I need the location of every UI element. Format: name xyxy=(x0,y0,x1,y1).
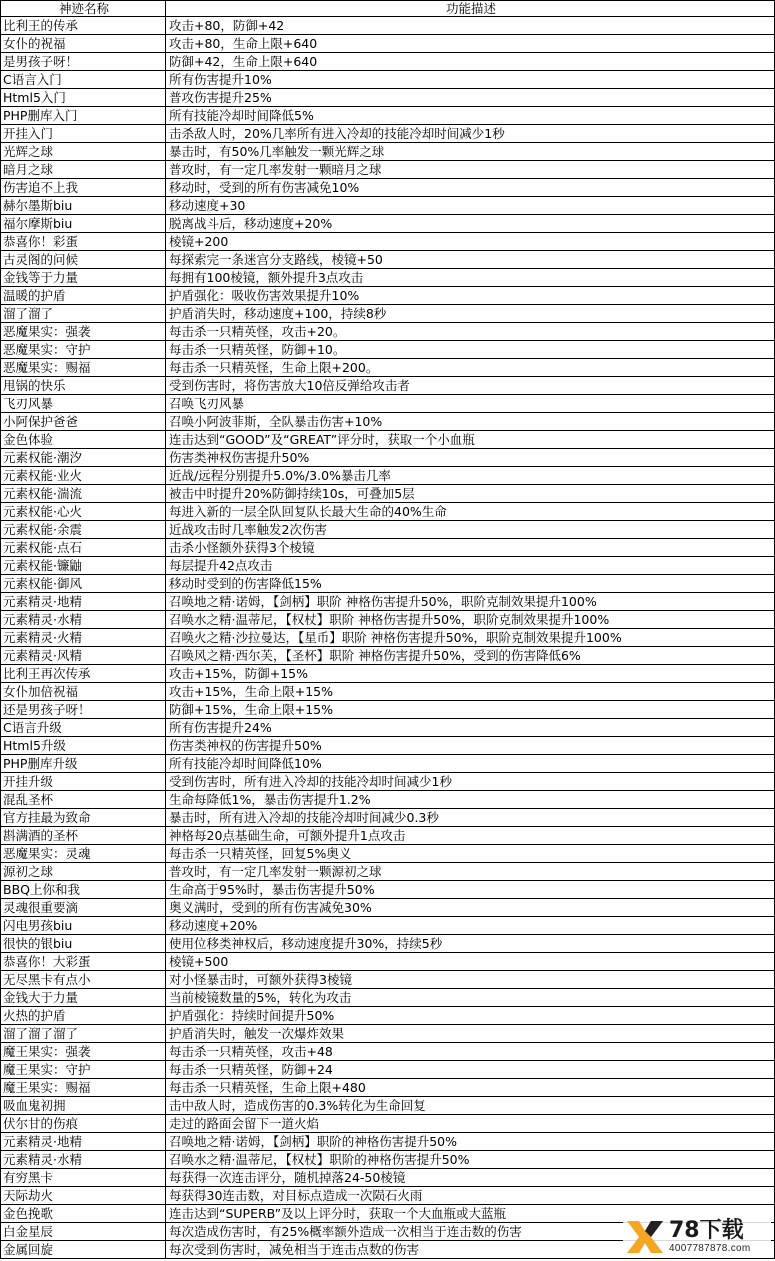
table-row xyxy=(1,1169,775,1187)
relic-name: 魔王果实：强袭 xyxy=(1,1043,166,1061)
relic-description: 棱镜+200 xyxy=(166,233,775,251)
table-row xyxy=(1,179,775,197)
relic-description: 护盾消失时，移动速度+100，持续8秒 xyxy=(166,305,775,323)
relic-description: 所有伤害提升10% xyxy=(166,71,775,89)
table-row xyxy=(1,485,775,503)
table-row xyxy=(1,611,775,629)
relic-description: 连击达到“GOOD”及“GREAT”评分时，获取一个小血瓶 xyxy=(166,431,775,449)
table-row xyxy=(1,395,775,413)
relic-description: 对小怪暴击时，可额外获得3棱镜 xyxy=(166,971,775,989)
table-row xyxy=(1,557,775,575)
relic-name: 元素权能·余震 xyxy=(1,521,166,539)
relic-name: 古灵阁的问候 xyxy=(1,251,166,269)
relic-name: 天际劫火 xyxy=(1,1187,166,1205)
table-row xyxy=(1,53,775,71)
table-row xyxy=(1,755,775,773)
relic-description: 移动速度+20% xyxy=(166,917,775,935)
relic-name: 温暖的护盾 xyxy=(1,287,166,305)
relic-name: 恶魔果实：赐福 xyxy=(1,359,166,377)
relic-name: 伏尔甘的伤痕 xyxy=(1,1115,166,1133)
relic-name: PHP删库入门 xyxy=(1,107,166,125)
table-row xyxy=(1,413,775,431)
relic-name: 有穷黑卡 xyxy=(1,1169,166,1187)
relic-description: 近战/远程分别提升5.0%/3.0%暴击几率 xyxy=(166,467,775,485)
table-row xyxy=(1,197,775,215)
relic-name: 女仆的祝福 xyxy=(1,35,166,53)
relic-description: 生命每降低1%，暴击伤害提升1.2% xyxy=(166,791,775,809)
table-row xyxy=(1,89,775,107)
relic-name: 元素权能·镰鼬 xyxy=(1,557,166,575)
table-row xyxy=(1,593,775,611)
relic-name: Html5升级 xyxy=(1,737,166,755)
table-row xyxy=(1,1133,775,1151)
relic-description: 攻击+80，防御+42 xyxy=(166,17,775,35)
table-row xyxy=(1,521,775,539)
table-row xyxy=(1,449,775,467)
table-row xyxy=(1,107,775,125)
relic-description: 攻击+15%，防御+15% xyxy=(166,665,775,683)
table-row xyxy=(1,863,775,881)
relic-description: 每拥有100棱镜，额外提升3点攻击 xyxy=(166,269,775,287)
relic-description: 召唤火之精·沙拉曼达，【星币】职阶 神格伤害提升50%，职阶克制效果提升100% xyxy=(166,629,775,647)
relic-name: 元素精灵·水精 xyxy=(1,1151,166,1169)
relic-description: 攻击+80，生命上限+640 xyxy=(166,35,775,53)
relic-description: 每击杀一只精英怪，攻击+48 xyxy=(166,1043,775,1061)
relic-name: 恶魔果实：灵魂 xyxy=(1,845,166,863)
relic-name: 开挂升级 xyxy=(1,773,166,791)
relic-name: 赫尔墨斯biu xyxy=(1,197,166,215)
table-row xyxy=(1,665,775,683)
relic-name: 斟满酒的圣杯 xyxy=(1,827,166,845)
table-row xyxy=(1,125,775,143)
table-row xyxy=(1,467,775,485)
table-row xyxy=(1,359,775,377)
relic-name: Html5入门 xyxy=(1,89,166,107)
relic-name: 魔王果实：赐福 xyxy=(1,1079,166,1097)
table-row xyxy=(1,845,775,863)
table-row xyxy=(1,773,775,791)
relic-description: 护盾强化：持续时间提升50% xyxy=(166,1007,775,1025)
table-row xyxy=(1,377,775,395)
relic-name: 金属回旋 xyxy=(1,1241,166,1259)
relic-description: 每击杀一只精英怪，生命上限+200。 xyxy=(166,359,775,377)
x-logo-icon xyxy=(625,1219,665,1255)
table-row xyxy=(1,647,775,665)
table-row xyxy=(1,143,775,161)
relic-description: 召唤飞刃风暴 xyxy=(166,395,775,413)
relic-description: 每次受到伤害时，减免相当于连击点数的伤害 xyxy=(166,1241,775,1259)
relic-description: 移动时受到的伤害降低15% xyxy=(166,575,775,593)
table-row xyxy=(1,341,775,359)
relic-description: 每击杀一只精英怪，攻击+20。 xyxy=(166,323,775,341)
table-row xyxy=(1,161,775,179)
relic-name: 金钱等于力量 xyxy=(1,269,166,287)
table-row xyxy=(1,701,775,719)
relic-description: 所有技能冷却时间降低10% xyxy=(166,755,775,773)
relic-description: 奥义满时，受到的所有伤害减免30% xyxy=(166,899,775,917)
relic-description: 每获得30连击数，对目标点造成一次陨石火雨 xyxy=(166,1187,775,1205)
relic-name: 还是男孩子呀！ xyxy=(1,701,166,719)
relic-name: 元素权能·心火 xyxy=(1,503,166,521)
relic-name: 金钱大于力量 xyxy=(1,989,166,1007)
table-row xyxy=(1,35,775,53)
watermark-phone: 4007787878.com xyxy=(669,1243,751,1254)
table-row xyxy=(1,1115,775,1133)
table-row xyxy=(1,809,775,827)
table-row xyxy=(1,1097,775,1115)
relic-name: 开挂入门 xyxy=(1,125,166,143)
relic-name: 魔王果实：守护 xyxy=(1,1061,166,1079)
relic-description: 暴击时，所有进入冷却的技能冷却时间减少0.3秒 xyxy=(166,809,775,827)
relic-description: 召唤水之精·温蒂尼，【权杖】职阶 神格伤害提升50%，职阶克制效果提升100% xyxy=(166,611,775,629)
relic-name: 元素精灵·地精 xyxy=(1,1133,166,1151)
relic-description: 走过的路面会留下一道火焰 xyxy=(166,1115,775,1133)
relic-name: 飞刃风暴 xyxy=(1,395,166,413)
relic-name: 元素精灵·地精 xyxy=(1,593,166,611)
relic-name: 金色挽歌 xyxy=(1,1205,166,1223)
relic-description: 连击达到“SUPERB”及以上评分时，获取一个大血瓶或大蓝瓶 xyxy=(166,1205,775,1223)
relic-description: 击杀敌人时，20%几率所有进入冷却的技能冷却时间减少1秒 xyxy=(166,125,775,143)
relic-name: 是男孩子呀！ xyxy=(1,53,166,71)
relic-description: 移动时，受到的所有伤害减免10% xyxy=(166,179,775,197)
relic-name: 小阿保护爸爸 xyxy=(1,413,166,431)
relic-name: 闪电男孩biu xyxy=(1,917,166,935)
relic-description: 移动速度+30 xyxy=(166,197,775,215)
relic-name: 比利王的传承 xyxy=(1,17,166,35)
relic-description: 召唤地之精·诺姆，【剑柄】职阶的神格伤害提升50% xyxy=(166,1133,775,1151)
table-row xyxy=(1,791,775,809)
relic-name: 暗月之球 xyxy=(1,161,166,179)
table-row xyxy=(1,17,775,35)
table-row xyxy=(1,1043,775,1061)
table-row xyxy=(1,215,775,233)
relic-description: 击杀小怪额外获得3个棱镜 xyxy=(166,539,775,557)
table-row xyxy=(1,503,775,521)
table-row xyxy=(1,1061,775,1079)
table-row xyxy=(1,629,775,647)
relic-name: 恭喜你！大彩蛋 xyxy=(1,953,166,971)
relic-description: 召唤小阿波菲斯，全队暴击伤害+10% xyxy=(166,413,775,431)
table-row xyxy=(1,989,775,1007)
table-row xyxy=(1,269,775,287)
relic-description: 每探索完一条迷宫分支路线，棱镜+50 xyxy=(166,251,775,269)
table-row xyxy=(1,1187,775,1205)
table-row xyxy=(1,935,775,953)
relic-description: 防御+42，生命上限+640 xyxy=(166,53,775,71)
table-row xyxy=(1,971,775,989)
relic-name: 甩锅的快乐 xyxy=(1,377,166,395)
relic-name: 恶魔果实：强袭 xyxy=(1,323,166,341)
relic-description: 每击杀一只精英怪，生命上限+480 xyxy=(166,1079,775,1097)
relic-description: 伤害类神权伤害提升50% xyxy=(166,449,775,467)
table-row xyxy=(1,1007,775,1025)
relic-name: 伤害追不上我 xyxy=(1,179,166,197)
relic-description: 每获得一次连击评分，随机掉落24-50棱镜 xyxy=(166,1169,775,1187)
relic-description: 受到伤害时，将伤害放大10倍反弹给攻击者 xyxy=(166,377,775,395)
table-row xyxy=(1,431,775,449)
relic-description: 每层提升42点攻击 xyxy=(166,557,775,575)
relic-description: 普攻伤害提升25% xyxy=(166,89,775,107)
relic-name: 源初之球 xyxy=(1,863,166,881)
relic-name: 吸血鬼初拥 xyxy=(1,1097,166,1115)
table-row xyxy=(1,539,775,557)
relic-name: 元素精灵·水精 xyxy=(1,611,166,629)
relic-description: 伤害类神权的伤害提升50% xyxy=(166,737,775,755)
relic-description: 每次造成伤害时，有25%概率额外造成一次相当于连击数的伤害 xyxy=(166,1223,775,1241)
relic-description: 护盾消失时，触发一次爆炸效果 xyxy=(166,1025,775,1043)
relic-description: 被击中时提升20%防御持续10s，可叠加5层 xyxy=(166,485,775,503)
relic-description: 每进入新的一层全队回复队长最大生命的40%生命 xyxy=(166,503,775,521)
watermark-brand: 78下载 xyxy=(669,1218,744,1243)
relic-name: 溜了溜了溜了 xyxy=(1,1025,166,1043)
relic-name: 白金星辰 xyxy=(1,1223,166,1241)
relic-description: 防御+15%，生命上限+15% xyxy=(166,701,775,719)
table-row xyxy=(1,1025,775,1043)
relic-name: C语言升级 xyxy=(1,719,166,737)
relic-description: 棱镜+500 xyxy=(166,953,775,971)
header-name: 神迹名称 xyxy=(1,1,166,17)
table-row xyxy=(1,71,775,89)
relic-description: 受到伤害时，所有进入冷却的技能冷却时间减少1秒 xyxy=(166,773,775,791)
table-row xyxy=(1,1079,775,1097)
relic-name: 混乱圣杯 xyxy=(1,791,166,809)
relic-name: 元素权能·湍流 xyxy=(1,485,166,503)
table-row xyxy=(1,305,775,323)
table-row xyxy=(1,1151,775,1169)
header-desc: 功能描述 xyxy=(166,1,775,17)
table-row xyxy=(1,881,775,899)
relic-name: 元素权能·御风 xyxy=(1,575,166,593)
relic-description: 击中敌人时，造成伤害的0.3%转化为生命回复 xyxy=(166,1097,775,1115)
table-row xyxy=(1,251,775,269)
table-row xyxy=(1,719,775,737)
relic-name: 女仆加倍祝福 xyxy=(1,683,166,701)
relic-name: 福尔摩斯biu xyxy=(1,215,166,233)
relic-description: 召唤水之精·温蒂尼，【权杖】职阶的神格伤害提升50% xyxy=(166,1151,775,1169)
relic-name: 元素权能·业火 xyxy=(1,467,166,485)
relic-name: 官方挂最为致命 xyxy=(1,809,166,827)
relic-description: 当前棱镜数量的5%，转化为攻击 xyxy=(166,989,775,1007)
relic-name: 恶魔果实：守护 xyxy=(1,341,166,359)
relic-description: 普攻时，有一定几率发射一颗源初之球 xyxy=(166,863,775,881)
relic-name: 灵魂很重要滴 xyxy=(1,899,166,917)
relic-description: 攻击+15%，生命上限+15% xyxy=(166,683,775,701)
table-row xyxy=(1,917,775,935)
relic-name: 元素精灵·火精 xyxy=(1,629,166,647)
relic-name: 元素精灵·风精 xyxy=(1,647,166,665)
relic-description: 脱离战斗后，移动速度+20% xyxy=(166,215,775,233)
relic-name: 光辉之球 xyxy=(1,143,166,161)
relic-name: 火热的护盾 xyxy=(1,1007,166,1025)
table-row xyxy=(1,287,775,305)
relic-description: 每击杀一只精英怪，防御+10。 xyxy=(166,341,775,359)
relic-description: 所有伤害提升24% xyxy=(166,719,775,737)
header-row xyxy=(1,1,775,17)
relic-name: 比利王再次传承 xyxy=(1,665,166,683)
relic-name: 元素权能·点石 xyxy=(1,539,166,557)
watermark-logo xyxy=(623,1217,771,1257)
relic-name: 恭喜你！彩蛋 xyxy=(1,233,166,251)
relic-name: 很快的银biu xyxy=(1,935,166,953)
relic-description: 召唤风之精·西尔芙，【圣杯】职阶 神格伤害提升50%，受到的伤害降低6% xyxy=(166,647,775,665)
table-row xyxy=(1,737,775,755)
relic-description: 普攻时，有一定几率发射一颗暗月之球 xyxy=(166,161,775,179)
table-row xyxy=(1,233,775,251)
table-row xyxy=(1,827,775,845)
relic-name: C语言入门 xyxy=(1,71,166,89)
relic-description: 近战攻击时几率触发2次伤害 xyxy=(166,521,775,539)
relic-description: 暴击时，有50%几率触发一颗光辉之球 xyxy=(166,143,775,161)
relic-description: 生命高于95%时，暴击伤害提升50% xyxy=(166,881,775,899)
relic-description: 每击杀一只精英怪，回复5%奥义 xyxy=(166,845,775,863)
table-row xyxy=(1,323,775,341)
relic-name: BBQ上你和我 xyxy=(1,881,166,899)
relic-name: 溜了溜了 xyxy=(1,305,166,323)
relic-description: 每击杀一只精英怪，防御+24 xyxy=(166,1061,775,1079)
relic-description: 召唤地之精·诺姆，【剑柄】职阶 神格伤害提升50%，职阶克制效果提升100% xyxy=(166,593,775,611)
table-row xyxy=(1,899,775,917)
relic-name: 元素权能·潮汐 xyxy=(1,449,166,467)
relic-name: PHP删库升级 xyxy=(1,755,166,773)
relic-description: 使用位移类神权后，移动速度提升30%，持续5秒 xyxy=(166,935,775,953)
relic-name: 金色体验 xyxy=(1,431,166,449)
table-row xyxy=(1,683,775,701)
relic-description: 所有技能冷却时间降低5% xyxy=(166,107,775,125)
relic-description: 神格每20点基础生命，可额外提升1点攻击 xyxy=(166,827,775,845)
relic-description: 护盾强化：吸收伤害效果提升10% xyxy=(166,287,775,305)
relic-name: 无尽黑卡有点小 xyxy=(1,971,166,989)
table-row xyxy=(1,953,775,971)
table-row xyxy=(1,575,775,593)
